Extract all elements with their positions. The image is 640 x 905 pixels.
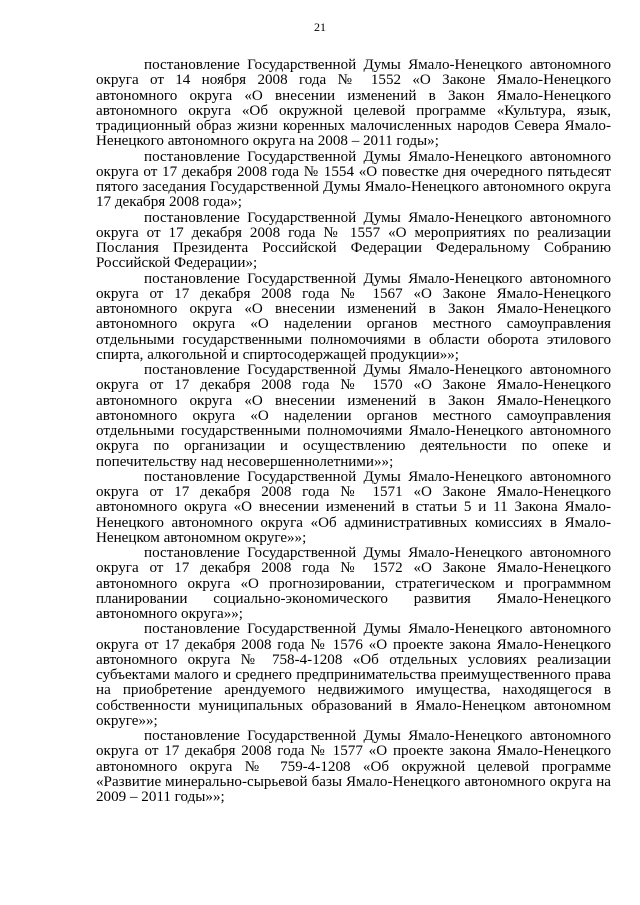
paragraph-resolution-1567: постановление Государственной Думы Ямало-Ненецкого автономного округа от 17 декабря 2008 года № 1567 «О Законе Ямало-Ненецкого автономного округа «О внесении изменений в Закон Ямало-Ненецкого автономного округа «О наделении органов местного самоуправления отдельными государственными полномочиями в области оборота этилового спирта, алкогольной и спиртосодержащей продукции»»; bbox=[96, 270, 611, 363]
paragraph-resolution-1552: постановление Государственной Думы Ямало-Ненецкого автономного округа от 14 ноября 2008 года № 1552 «О Законе Ямало-Ненецкого автономного округа «О внесении изменений в Закон Ямало-Ненецкого автономного округа «Об окружной целевой программе «Культура, язык, традиционный образ жизни коренных малочисленных народов Севера Ямало-Ненецкого автономного округа на 2008 – 2011 годы»; bbox=[96, 57, 611, 150]
paragraph-resolution-1554: постановление Государственной Думы Ямало-Ненецкого автономного округа от 17 декабря 2008 года № 1554 «О повестке дня очередного пятьдесят пятого заседания Государственной Думы Ямало-Ненецкого автономного округа 17 декабря 2008 года»; bbox=[96, 148, 611, 211]
paragraph-resolution-1571: постановление Государственной Думы Ямало-Ненецкого автономного округа от 17 декабря 2008 года № 1571 «О Законе Ямало-Ненецкого автономного округа «О внесении изменений в статьи 5 и 11 Закона Ямало-Ненецкого автономного округа «Об административных комиссиях в Ямало-Ненецком автономном округе»»; bbox=[96, 468, 611, 546]
page-number: 21 bbox=[314, 20, 326, 34]
paragraph-resolution-1572: постановление Государственной Думы Ямало-Ненецкого автономного округа от 17 декабря 2008 года № 1572 «О Законе Ямало-Ненецкого автономного округа «О прогнозировании, стратегическом и программном планировании социально-экономического развития Ямало-Ненецкого автономного округа»»; bbox=[96, 545, 611, 622]
paragraph-resolution-1570: постановление Государственной Думы Ямало-Ненецкого автономного округа от 17 декабря 2008 года № 1570 «О Законе Ямало-Ненецкого автономного округа «О внесении изменений в Закон Ямало-Ненецкого автономного округа «О наделении органов местного самоуправления отдельными государственными полномочиями Ямало-Ненецкого автономного округа по организации и осуществлению деятельности по опеке и попечительству над несовершеннолетними»»; bbox=[96, 362, 611, 470]
paragraph-resolution-1577: постановление Государственной Думы Ямало-Ненецкого автономного округа от 17 декабря 2008 года № 1577 «О проекте закона Ямало-Ненецкого автономного округа № 759-4-1208 «Об окружной целевой программе «Развитие минерально-сырьевой базы Ямало-Ненецкого автономного округа на 2009 – 2011 годы»»; bbox=[96, 728, 611, 805]
document-body bbox=[96, 58, 611, 805]
paragraph-resolution-1557: постановление Государственной Думы Ямало-Ненецкого автономного округа от 17 декабря 2008 года № 1557 «О мероприятиях по реализации Послания Президента Российской Федерации Федеральному Собранию Российской Федерации»; bbox=[96, 209, 611, 272]
paragraph-resolution-1576: постановление Государственной Думы Ямало-Ненецкого автономного округа от 17 декабря 2008 года № 1576 «О проекте закона Ямало-Ненецкого автономного округа № 758-4-1208 «Об отдельных условиях реализации субъектами малого и среднего предпринимательства преимущественного права на приобретение арендуемого недвижимого имущества, находящегося в собственности муниципальных образований в Ямало-Ненецком автономном округе»»; bbox=[96, 621, 611, 729]
